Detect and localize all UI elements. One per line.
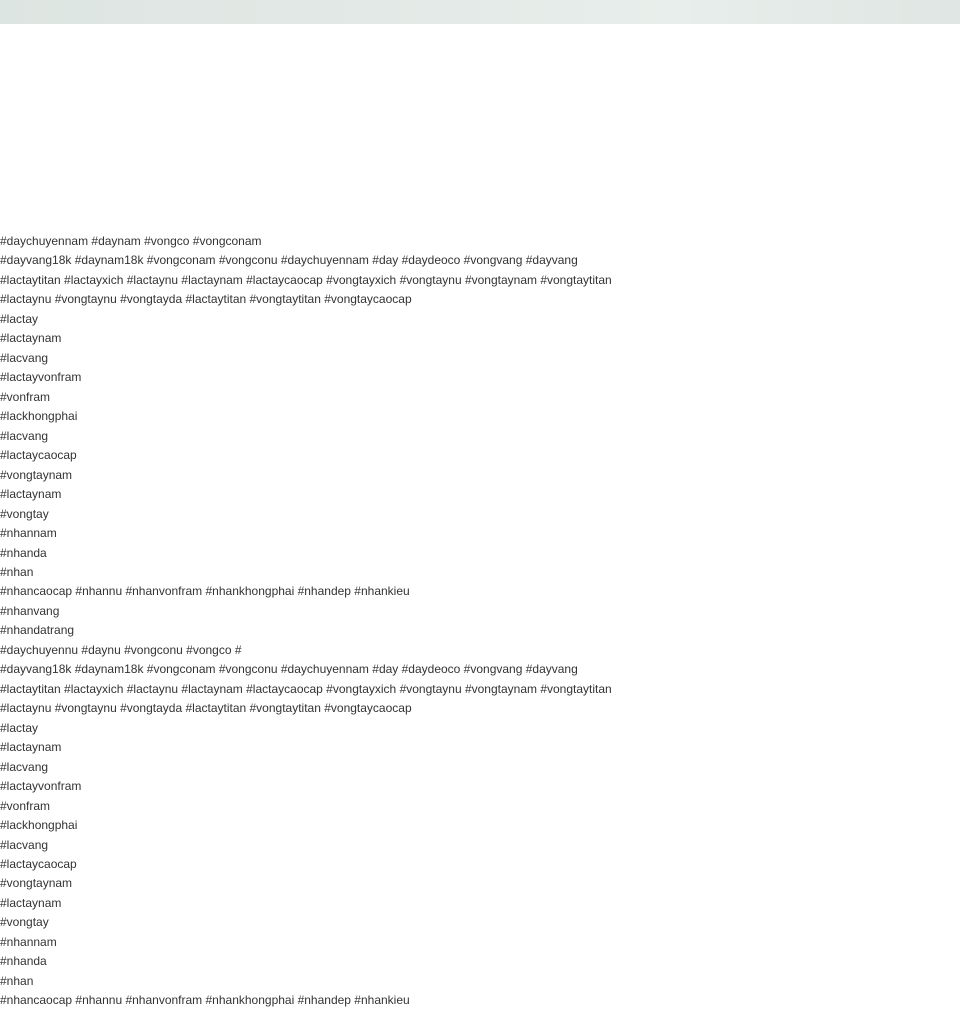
hashtag-line: #vongtaynam [0,876,73,891]
hashtag-line: #lactaynu #vongtaynu #vongtayda #lactaytitan #vongtaytitan #vongtaycaocap [0,292,412,307]
hashtag-line: #daychuyennam #daynam #vongco #vongconam [0,234,262,248]
hashtag-line: #lacvang [0,350,49,365]
hashtag-line: #lacvang [0,428,49,443]
hashtag-line: #nhan [0,973,34,988]
hashtag-line: #nhan [0,564,34,579]
hashtag-line: #lactaynam [0,331,62,346]
hashtag-line: #lacvang [0,759,49,774]
hashtag-line: #lactaynam [0,740,62,755]
hashtag-line: #lacvang [0,837,49,852]
hashtag-line: #lackhongphai [0,818,78,833]
hashtag-line: #nhanda [0,954,47,969]
hashtag-line: #nhancaocap #nhannu #nhanvonfram #nhankhongphai #nhandep #nhankieu [0,993,410,1008]
hashtag-line: #nhandatrang [0,623,75,638]
hashtag-line: #nhannam [0,934,57,949]
hashtag-line: #lactaynu #vongtaynu #vongtayda #lactaytitan #vongtaytitan #vongtaycaocap [0,701,412,716]
hashtag-line: #lactay [0,720,39,735]
hashtag-line: #dayvang18k #daynam18k #vongconam #vongconu #daychuyennam #day #daydeoco #vongvang #dayvang [0,662,578,677]
hashtag-line: #lactaytitan #lactayxich #lactaynu #lactaynam #lactaycaocap #vongtayxich #vongtaynu #vongtaynam #vongtaytitan [0,681,612,696]
hashtag-line: #vonfram [0,389,51,404]
hashtag-line: #daychuyennu #daynu #vongconu #vongco # [0,642,242,657]
hashtag-line: #vonfram [0,798,51,813]
hashtag-line: #nhanda [0,545,47,560]
hashtag-line: #vongtay [0,506,49,521]
hashtag-line: #lactaycaocap [0,857,77,871]
hashtag-line: #lactaycaocap [0,448,77,463]
hashtag-line: #lackhongphai [0,409,78,424]
hashtag-line: #lactaytitan #lactayxich #lactaynu #lactaynam #lactaycaocap #vongtayxich #vongtaynu #vongtaynam #vongtaytitan [0,272,612,287]
hashtag-line: #vongtay [0,915,49,930]
hashtag-line: #vongtaynam [0,467,73,482]
hashtag-line: #nhanvang [0,603,60,618]
hashtag-line: #lactaynam [0,895,62,910]
hashtag-line: #nhannam [0,526,57,541]
top-banner [0,0,960,24]
hashtag-line: #lactay [0,311,39,326]
hashtag-line: #lactaynam [0,487,62,502]
hashtag-line: #dayvang18k #daynam18k #vongconam #vongconu #daychuyennam #day #daydeoco #vongvang #dayvang [0,253,578,268]
hashtag-line: #lactayvonfram [0,370,82,385]
hashtag-list [0,232,960,1011]
hashtag-line: #lactayvonfram [0,779,82,794]
hashtag-line: #nhancaocap #nhannu #nhanvonfram #nhankhongphai #nhandep #nhankieu [0,584,410,599]
